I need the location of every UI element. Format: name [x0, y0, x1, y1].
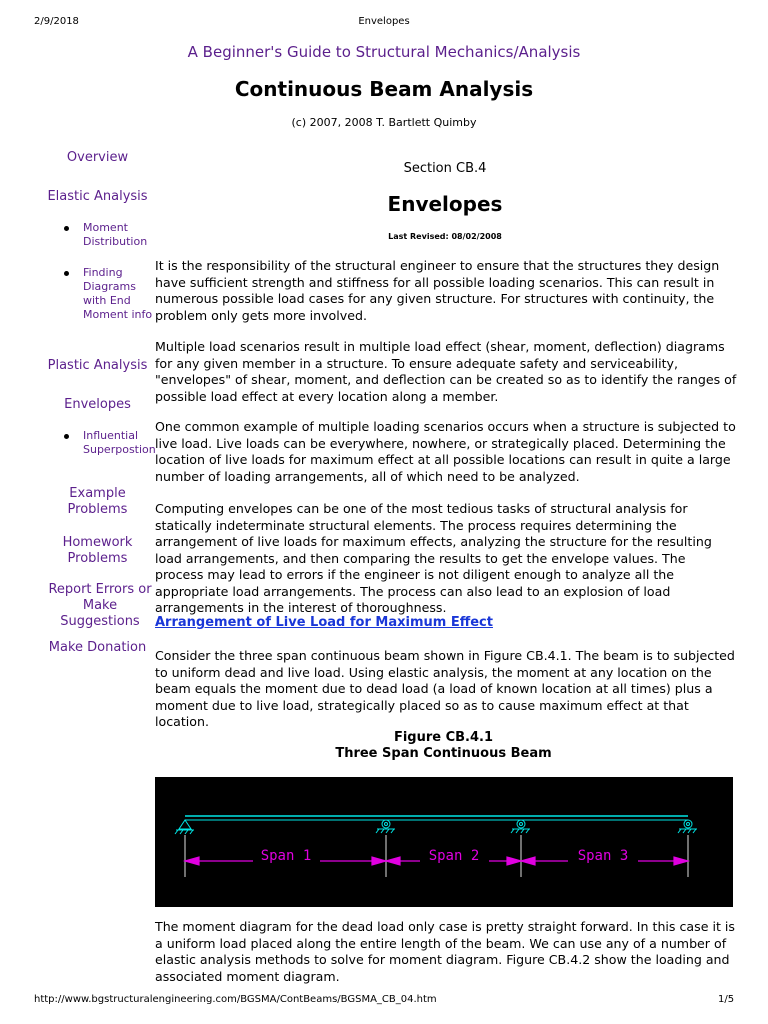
site-title[interactable]: A Beginner's Guide to Structural Mechanics/Analysis: [187, 43, 581, 61]
roller-support-icon: [376, 820, 395, 833]
print-page: 1/5: [718, 994, 735, 1005]
nav-homework-problems[interactable]: Homework Problems: [62, 535, 133, 566]
beam-figure: [155, 777, 733, 907]
nav-envelopes[interactable]: Envelopes: [64, 397, 131, 412]
nav-influential-superposition-label[interactable]: Influential Superpostion: [83, 429, 156, 456]
paragraph-4: Computing envelopes can be one of the most tedious tasks of structural analysis for statically indeterminate structural elements. The process requires determining the arrangement of live loads for maximum effects, analyzing the structure for the resulting load arrangements, and then comparing the results to get the envelope values. The process may lead to errors if the engineer is not diligent enough to analyze all the appropriate load arrangements. The process can also lead to an explosion of load arrangements in the interest of thoroughness.: [155, 501, 712, 615]
bullet-icon: [64, 434, 69, 439]
figure-caption: Three Span Continuous Beam: [335, 746, 552, 761]
nav-example-problems[interactable]: Example Problems: [67, 486, 128, 517]
paragraph-3: One common example of multiple loading scenarios occurs when a structure is subjected to live load. Live loads can be everywhere, nowhere, or strategically placed. Determining the location of live loads for maximum effect at all possible locations can result in quite a large number of loading arrangements, all of which need to be analyzed.: [155, 419, 736, 484]
nav-finding-diagrams-label[interactable]: Finding Diagrams with End Moment info: [83, 266, 153, 321]
beam-diagram: [155, 777, 733, 907]
nav-make-donation[interactable]: Make Donation: [48, 640, 147, 655]
bullet-icon: [64, 226, 69, 231]
section-number: Section CB.4: [403, 161, 487, 176]
pin-support-icon: [175, 820, 194, 834]
paragraph-5: Consider the three span continuous beam shown in Figure CB.4.1. The beam is to subjected to uniform dead and live load. Using elastic analysis, the moment at any location on the beam equals the moment due to dead load (a load of known location at all times) plus a moment due to live load, strategically placed so as to cause maximum effect at that location.: [155, 648, 735, 729]
span-label-3: Span 3: [577, 848, 629, 864]
nav-plastic-analysis[interactable]: Plastic Analysis: [47, 358, 148, 373]
last-revised: Last Revised: 08/02/2008: [388, 232, 502, 241]
paragraph-1: It is the responsibility of the structural engineer to ensure that the structures they design have sufficient strength and stiffness for all possible loading scenarios. This can result in numerous possible load cases for any given structure. For structures with continuity, the problem only gets more involved.: [155, 258, 720, 323]
section-heading: Envelopes: [387, 192, 503, 216]
sub-heading-link[interactable]: Arrangement of Live Load for Maximum Effect: [155, 615, 493, 630]
copyright: (c) 2007, 2008 T. Bartlett Quimby: [291, 116, 477, 129]
roller-support-icon: [511, 820, 530, 833]
nav-overview[interactable]: Overview: [66, 150, 129, 165]
paragraph-2: Multiple load scenarios result in multiple load effect (shear, moment, deflection) diagrams for any given member in a structure. To ensure adequate safety and serviceability, "envelopes" of shear, moment, and deflection can be created so as to identify the ranges of possible load effect at every location along a member.: [155, 339, 737, 404]
bullet-icon: [64, 271, 69, 276]
nav-elastic-analysis[interactable]: Elastic Analysis: [47, 189, 148, 204]
print-title: Envelopes: [358, 16, 410, 27]
paragraph-6: The moment diagram for the dead load only case is pretty straight forward. In this case it is a uniform load placed along the entire length of the beam. We can use any of a number of elastic analysis methods to solve for moment diagram. Figure CB.4.2 show the loading and associated moment diagram.: [155, 919, 735, 984]
nav-moment-distribution-label[interactable]: Moment Distribution: [83, 221, 148, 248]
print-date: 2/9/2018: [34, 16, 79, 27]
span-label-2: Span 2: [428, 848, 480, 864]
nav-report-errors[interactable]: Report Errors or Make Suggestions: [48, 582, 152, 629]
roller-support-icon: [678, 820, 697, 833]
figure-number: Figure CB.4.1: [393, 730, 494, 745]
span-label-1: Span 1: [260, 848, 312, 864]
page-title: Continuous Beam Analysis: [234, 77, 534, 101]
print-url: http://www.bgstructuralengineering.com/BGSMA/ContBeams/BGSMA_CB_04.htm: [34, 994, 437, 1005]
